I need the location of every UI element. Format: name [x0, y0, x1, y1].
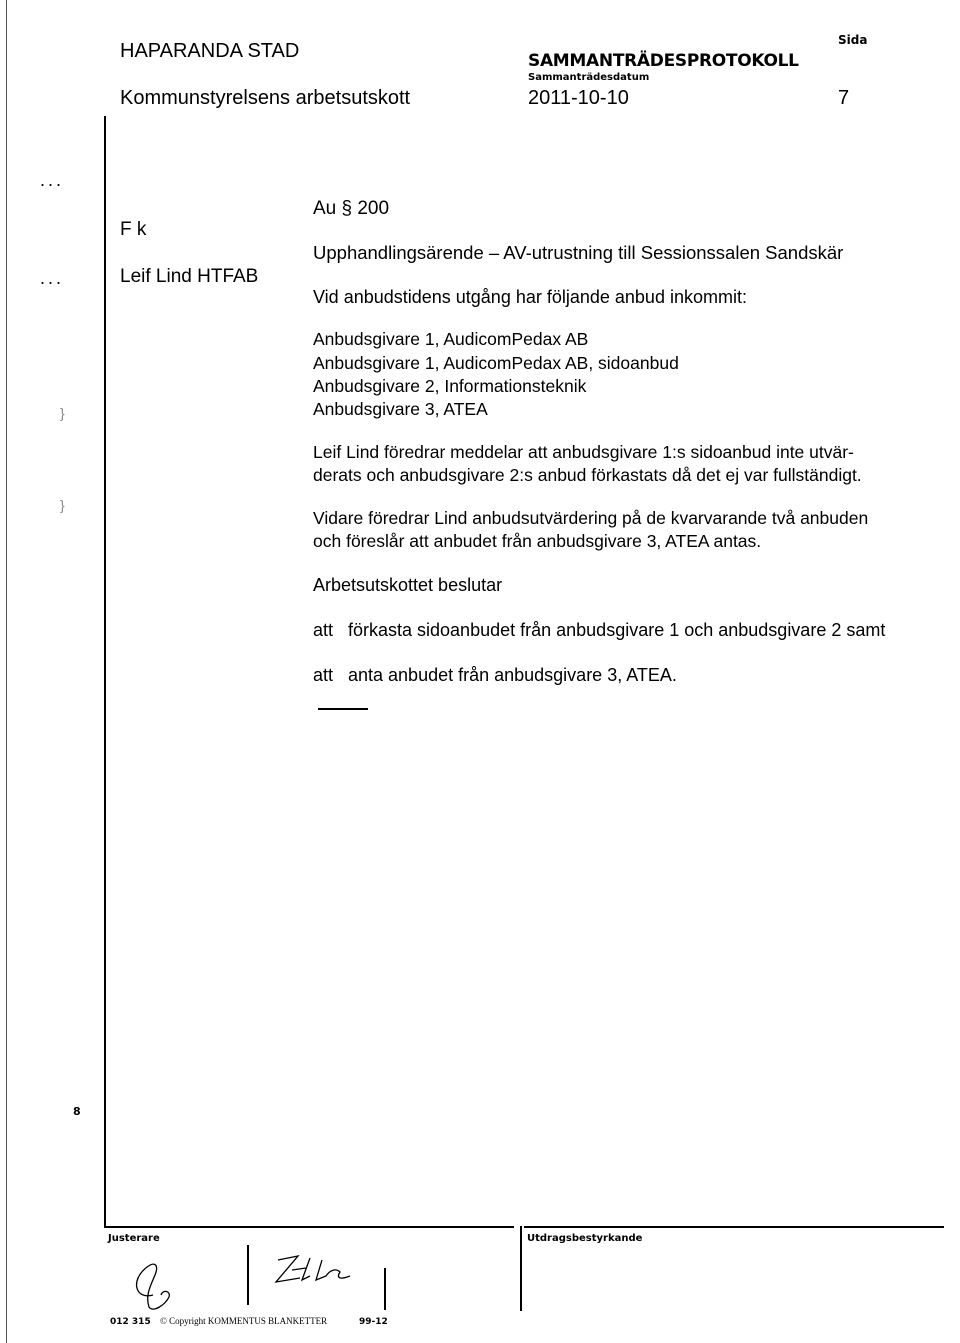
signature-divider	[384, 1268, 386, 1310]
committee-name: Kommunstyrelsens arbetsutskott	[120, 87, 411, 109]
signature-initials-2	[270, 1250, 360, 1290]
decision-att: att	[313, 620, 334, 640]
paragraph-text: Leif Lind föredrar meddelar att anbudsgivare 1:s sidoanbud inte utvär-	[313, 442, 854, 462]
page-number: 7	[838, 87, 850, 109]
margin-page-mark: 8	[73, 1105, 81, 1118]
margin-dots-top: ...	[40, 170, 65, 190]
paragraph-text: och föreslår att anbudet från anbudsgivare 3, ATEA antas.	[313, 531, 762, 551]
bidder-item: Anbudsgivare 2, Informationsteknik	[313, 376, 587, 396]
form-version: 99-12	[359, 1317, 388, 1327]
binding-edge	[6, 0, 7, 1343]
org-name: HAPARANDA STAD	[120, 40, 300, 62]
recipient-name: Leif Lind HTFAB	[120, 266, 259, 287]
punch-mark: }	[60, 405, 65, 421]
footer-divider	[520, 1226, 522, 1311]
recipient-fk: F k	[120, 219, 147, 240]
footer-rule	[524, 1226, 944, 1228]
justerare-label: Justerare	[108, 1233, 160, 1244]
column-divider	[104, 116, 106, 1226]
signature-divider	[247, 1245, 249, 1305]
margin-dots-bottom: ...	[40, 268, 65, 288]
bidder-item: Anbudsgivare 1, AudicomPedax AB	[313, 329, 589, 349]
utdrag-label: Utdragsbestyrkande	[527, 1233, 643, 1244]
decision-text: förkasta sidoanbudet från anbudsgivare 1 och anbudsgivare 2 samt	[348, 620, 886, 640]
intro-text: Vid anbudstidens utgång har följande anbud inkommit:	[313, 287, 747, 307]
doc-type: SAMMANTRÄDESPROTOKOLL	[528, 51, 799, 71]
paragraph-text: derats och anbudsgivare 2:s anbud förkastats då det ej var fullständigt.	[313, 465, 862, 485]
meeting-date: 2011-10-10	[528, 87, 629, 109]
paragraph-text: Vidare föredrar Lind anbudsutvärdering på de kvarvarande två anbuden	[313, 508, 869, 528]
footer-rule	[104, 1226, 514, 1228]
bidder-item: Anbudsgivare 1, AudicomPedax AB, sidoanbud	[313, 353, 679, 373]
decision-text: anta anbudet från anbudsgivare 3, ATEA.	[348, 665, 677, 685]
copyright-text: © Copyright KOMMENTUS BLANKETTER	[160, 1316, 328, 1326]
form-code: 012 315	[110, 1317, 151, 1327]
page-label: Sida	[838, 33, 868, 47]
end-rule	[318, 708, 368, 710]
date-label: Sammanträdesdatum	[528, 72, 650, 83]
punch-mark: }	[60, 497, 65, 513]
bidder-item: Anbudsgivare 3, ATEA	[313, 399, 488, 419]
item-title: Upphandlingsärende – AV-utrustning till Sessionssalen Sandskär	[313, 242, 844, 263]
signature-initials-1	[125, 1255, 185, 1315]
paragraph-number: Au § 200	[313, 198, 390, 219]
decision-heading: Arbetsutskottet beslutar	[313, 575, 503, 595]
decision-att: att	[313, 665, 334, 685]
